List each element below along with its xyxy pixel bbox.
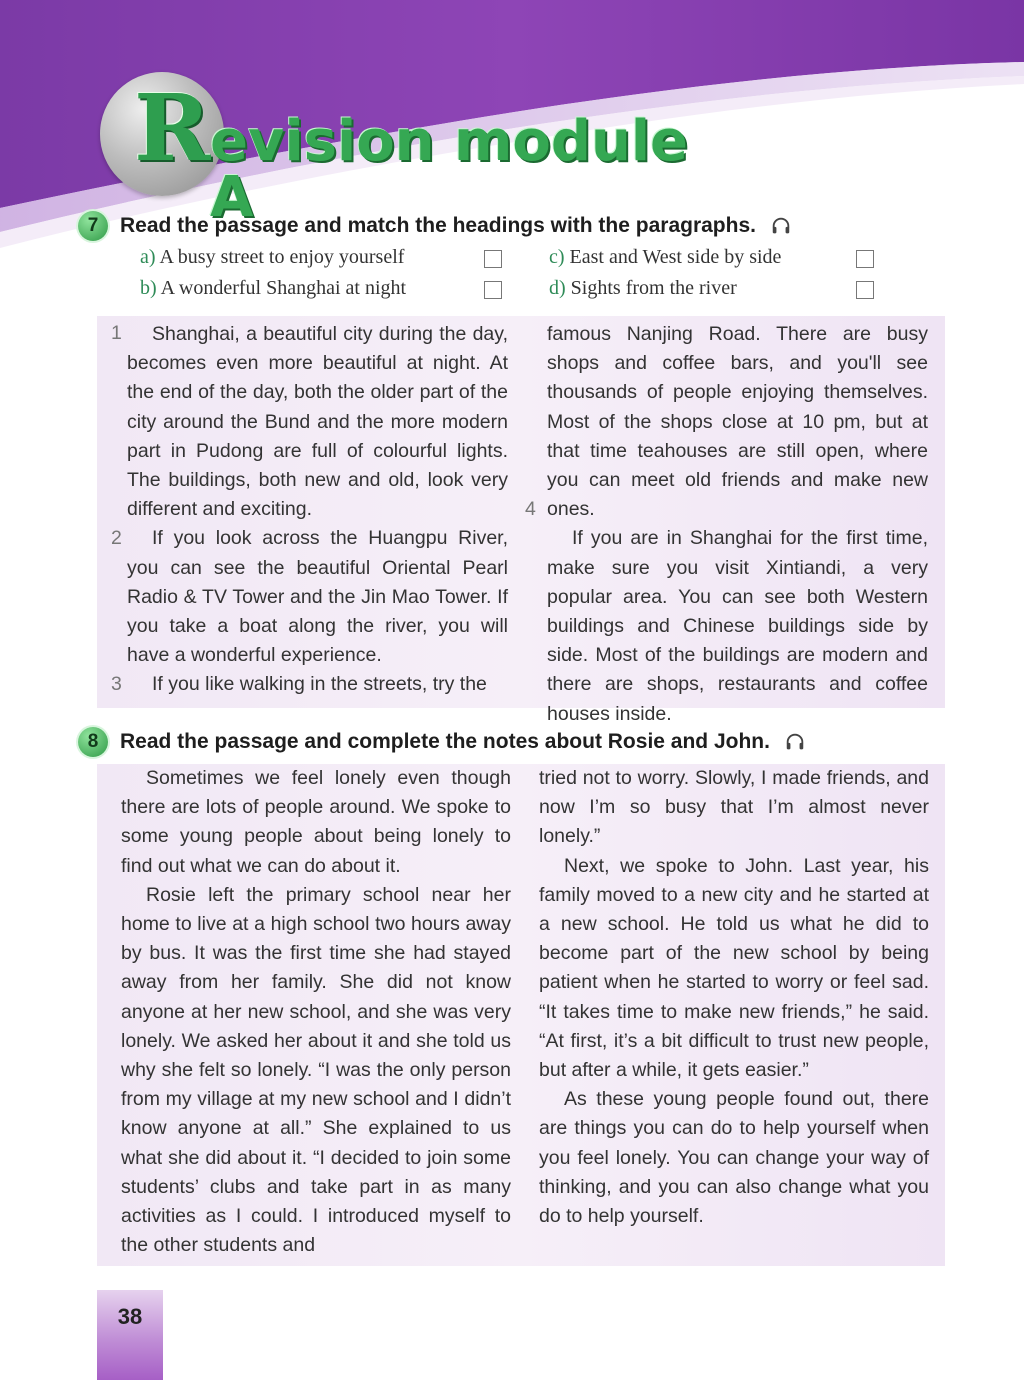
headphones-icon[interactable] [784,731,806,753]
section-instruction: Read the passage and complete the notes about Rosie and John. [120,730,770,753]
section-8-heading [78,726,806,758]
paragraph-number: 4 [525,498,536,520]
option-a-checkbox[interactable] [484,250,502,268]
passage-7-left-column [127,320,508,700]
paragraph-text: If you like walking in the streets, try the [152,673,487,696]
paragraph-text: If you look across the Huangpu River, you can see the beautiful Oriental Pearl Radio & TV Tower and the Jin Mao Tower. If you take a boat along the river, you will have a wonderful experience. [127,527,508,667]
paragraph-text: tried not to worry. Slowly, I made friends, and now I’m so busy that I’m almost never lonely.” [539,767,929,848]
headphones-icon[interactable] [770,215,792,237]
paragraph-number: 1 [111,322,122,344]
option-c-checkbox[interactable] [856,250,874,268]
option-a: a) A busy street to enjoy yourself [140,246,405,268]
paragraph-text: Next, we spoke to John. Last year, his family moved to a new city and he started at a new school. He told us what he did to become part of the new school by being patient when he started to worry or feel sad. “It takes time to make new friends,” he said. “At first, it’s a bit difficult to trust new people, but after a while, it gets easier.” [539,854,929,1082]
paragraph-text: Sometimes we feel lonely even though there are lots of people around. We spoke to some young people about being lonely to find out what we can do about it. [121,767,511,877]
option-c: c) East and West side by side [549,246,782,268]
section-number: 7 [78,211,108,241]
option-d: d) Sights from the river [549,277,737,299]
passage-8-right-column [539,764,929,1231]
option-b-checkbox[interactable] [484,281,502,299]
section-instruction: Read the passage and match the headings with the paragraphs. [120,214,756,237]
paragraph-text: Shanghai, a beautiful city during the day, becomes even more beautiful at night. At the end of the day, both the older part of the city around the Bund and the more modern part in Pudong are full of colourful lights. The buildings, both new and old, look very different and exciting. [127,323,508,521]
paragraph-text: If you are in Shanghai for the first time, make sure you visit Xintiandi, a very popular area. You can see both Western buildings and Chinese buildings side by side. Most of the buildings are modern and there are shops, restaurants and coffee houses inside. [547,527,928,725]
passage-8-left-column [121,764,511,1260]
paragraph-number: 3 [111,673,122,695]
passage-7-right-column [547,320,928,729]
option-b: b) A wonderful Shanghai at night [140,277,407,299]
section-7-heading [78,210,792,242]
section-number: 8 [78,727,108,757]
paragraph-number: 2 [111,527,122,549]
title-initial: R [134,74,211,182]
paragraph-text: Rosie left the primary school near her home to live at a high school two hours away by bus. It was the first time she had stayed away from her family. She did not know anyone at her new school, and she was very lonely. We asked her about it and she told us why she felt so lonely. “I was the only person from my village at my new school and I didn’t know anyone at all.” She explained to us what she did about it. “I decided to join some students’ clubs and take part in as many activities as I could. I introduced myself to the other students and [121,883,511,1257]
page-number: 38 [117,1304,143,1329]
paragraph-text: As these young people found out, there are things you can do to help yourself when you feel lonely. You can change your way of thinking, and you can also change what you do to help yourself. [539,1088,929,1228]
title-text: evision module A [210,109,688,230]
paragraph-text: famous Nanjing Road. There are busy shops and coffee bars, and you'll see thousands of people enjoying themselves. Most of the shops close at 10 pm, but at that time teahouses are still open, where you can meet old friends and make new ones. [547,323,928,521]
option-d-checkbox[interactable] [856,281,874,299]
page-number-tab [97,1290,163,1380]
